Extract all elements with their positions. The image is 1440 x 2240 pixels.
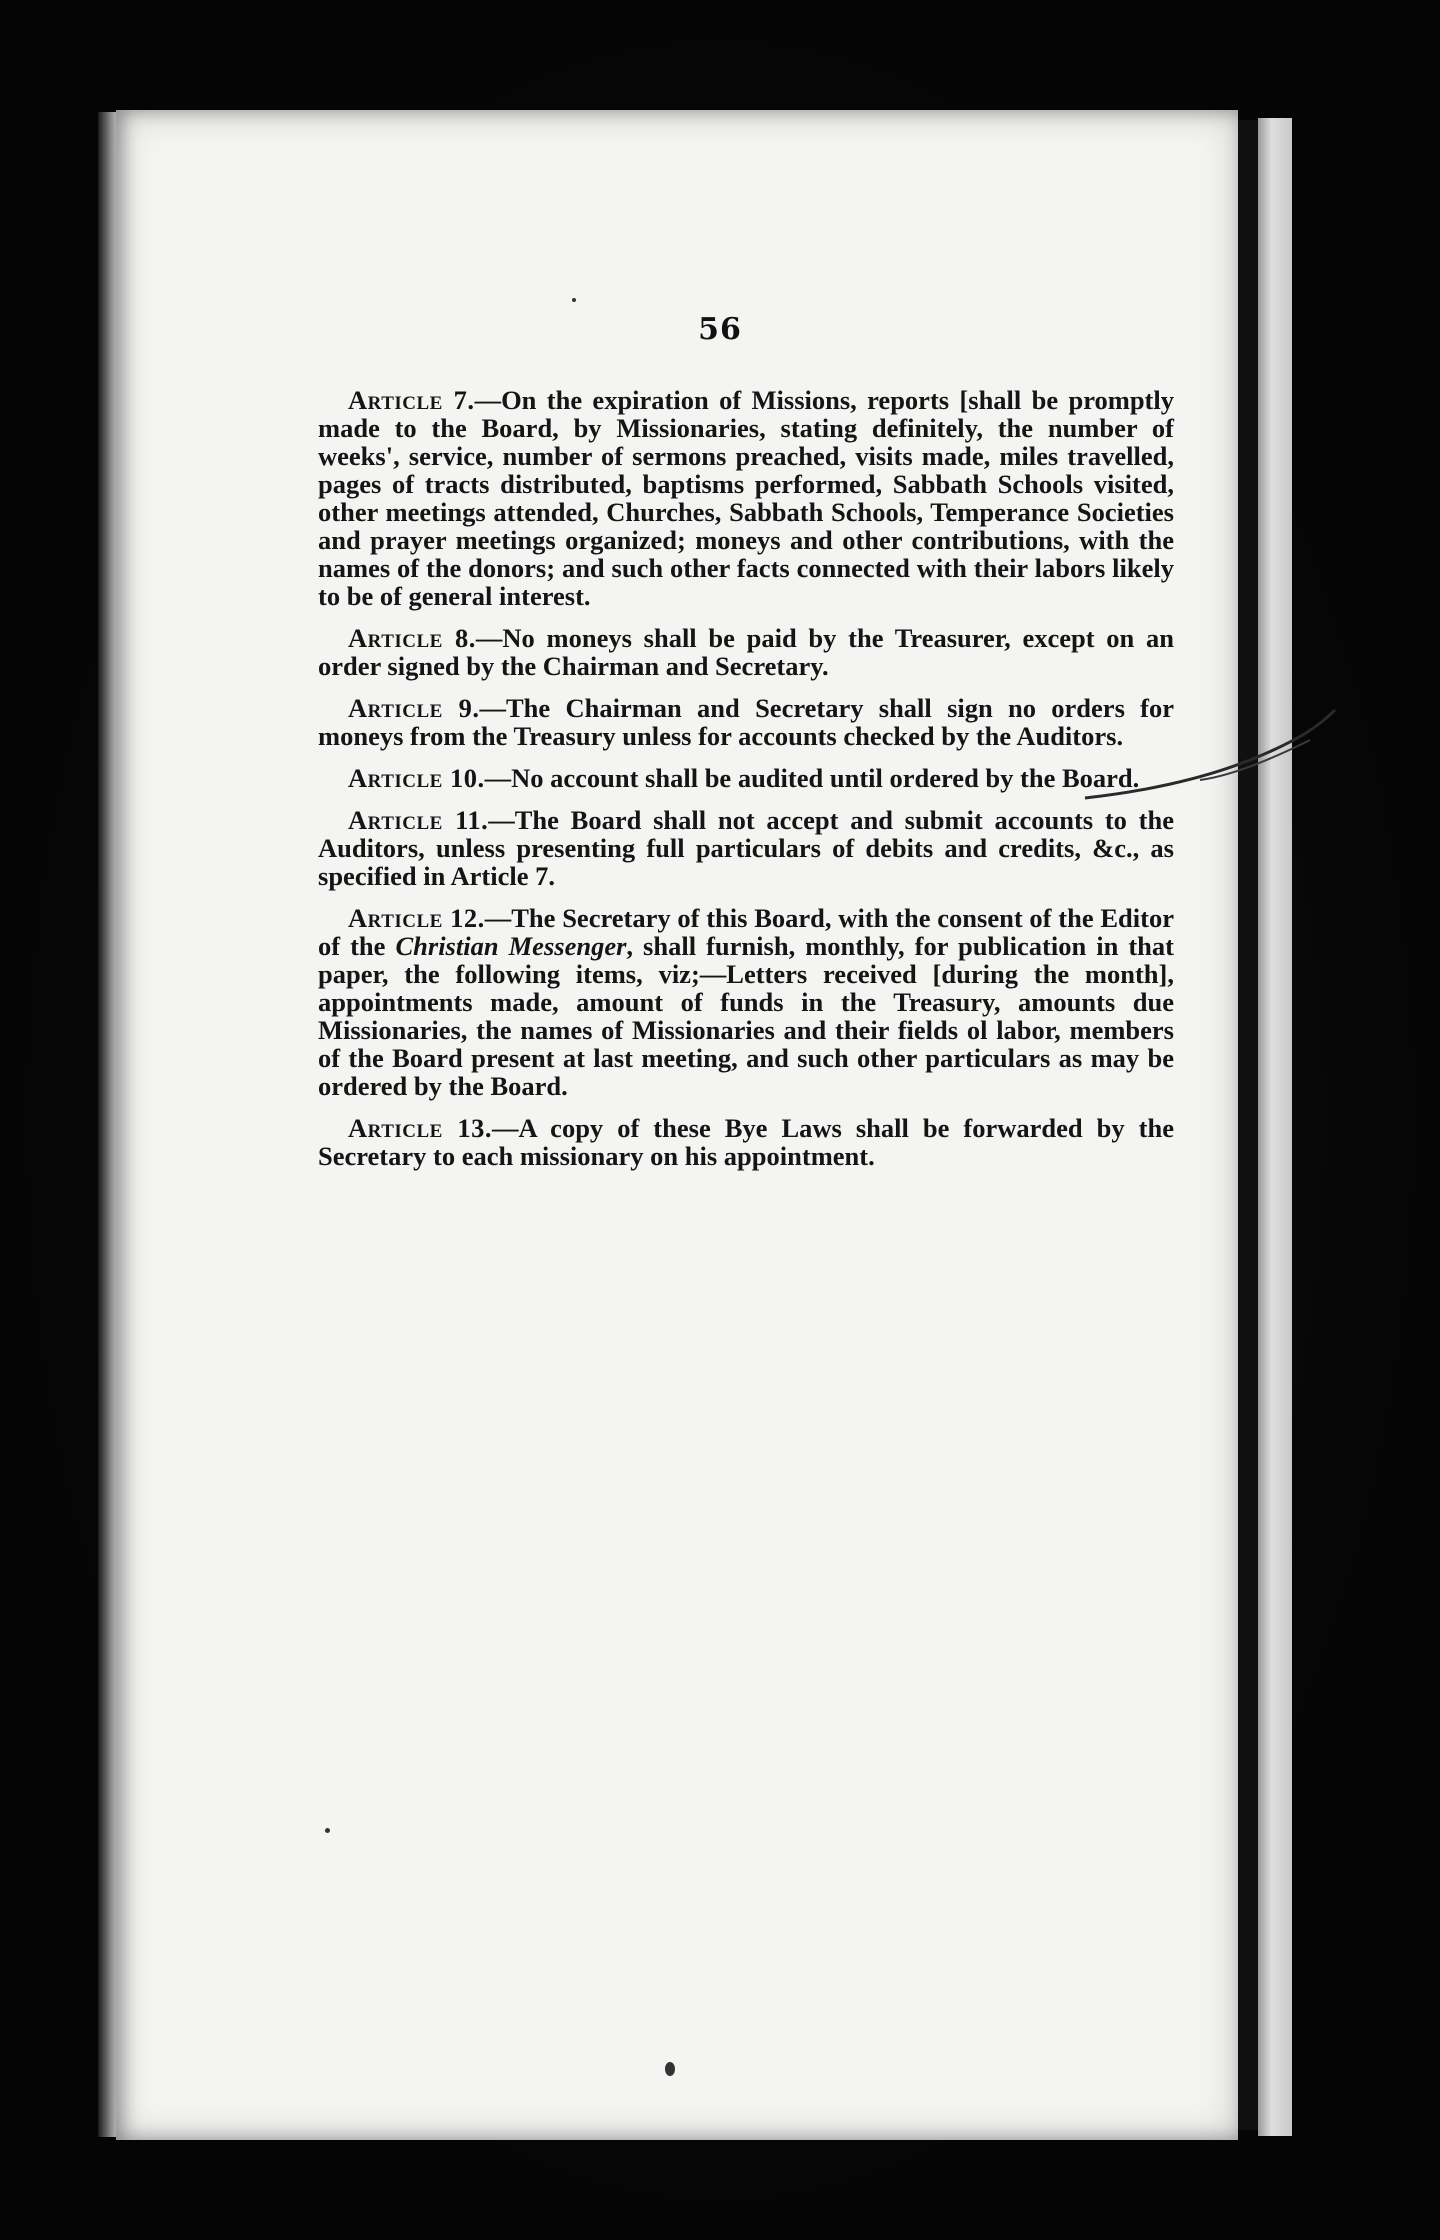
bylaws-text [318, 386, 1174, 1184]
film-speck [325, 1828, 330, 1833]
article-body: —A copy of these Bye Laws shall be forwarded by the Secretary to each missionary on his appointment. [318, 1113, 1175, 1171]
article-body: —No account shall be audited until ordered by the Board. [484, 763, 1140, 793]
adjacent-page-edge [1258, 118, 1292, 2136]
article-heading: Article 10. [348, 763, 485, 793]
article-heading: Article 12. [348, 903, 485, 933]
article-8 [318, 624, 1174, 680]
article-body: —On the expiration of Missions, reports [shall be promptly made to the Board, by Missionaries, stating definitely, the number of weeks', service, number of sermons preached, visits made, miles travelled, pages of tracts distributed, baptisms performed, Sabbath Schools visited, other meetings attended, Churches, Sabbath Schools, Temperance Societies and prayer meetings organized; moneys and other contributions, with the names of the donors; and such other facts connected with their labors likely to be of general interest. [318, 385, 1174, 611]
page-gutter [1238, 120, 1258, 2130]
film-speck [572, 298, 576, 302]
article-body: —The Chairman and Secretary shall sign no orders for moneys from the Treasury unless for accounts checked by the Auditors. [318, 693, 1175, 751]
article-body: —No moneys shall be paid by the Treasurer, except on an order signed by the Chairman and Secretary. [318, 623, 1174, 681]
publication-title: Christian Messenger [395, 931, 627, 961]
pen-stroke-mark [1080, 700, 1340, 820]
article-body: —The Board shall not accept and submit accounts to the Auditors, unless presenting full particulars of debits and credits, &c., as specified in Article 7. [318, 805, 1174, 891]
film-speck [665, 2062, 675, 2076]
article-heading: Article 7. [348, 385, 475, 415]
page-number: 56 [698, 312, 742, 347]
article-heading: Article 8. [348, 623, 476, 653]
article-12 [318, 904, 1174, 1100]
article-body-end: , shall furnish, monthly, for publication in that paper, the following items, viz;—Letters received [during the month], appointments made, amount of funds in the Treasury, amounts due Missionaries, the names of Missionaries and their fields ol labor, members of the Board present at last meeting, and such other particulars as may be ordered by the Board. [318, 931, 1174, 1101]
article-heading: Article 13. [348, 1113, 492, 1143]
article-heading: Article 11. [348, 805, 489, 835]
article-13 [318, 1114, 1174, 1170]
article-11 [318, 806, 1174, 890]
article-heading: Article 9. [348, 693, 480, 723]
article-9 [318, 694, 1174, 750]
article-10 [318, 764, 1174, 792]
article-body-start: —The Secretary of this Board, with the consent of the Editor of the [318, 903, 1174, 961]
article-7 [318, 386, 1174, 610]
